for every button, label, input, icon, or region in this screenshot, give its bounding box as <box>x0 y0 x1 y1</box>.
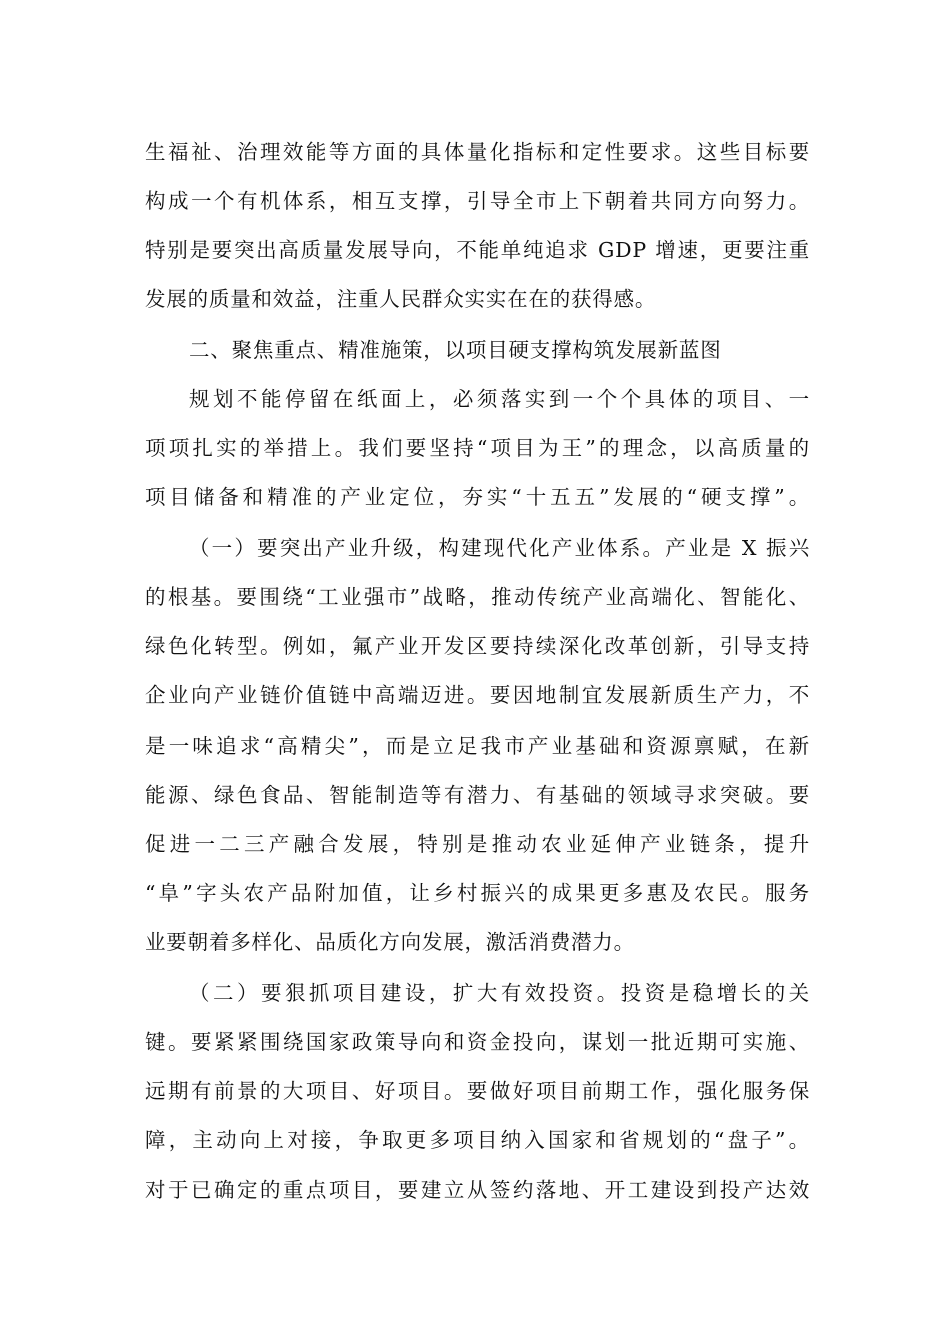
text-line: 生福祉、治理效能等方面的具体量化指标和定性要求。这些目标要 <box>145 140 810 164</box>
text-line: 障，主动向上对接，争取更多项目纳入国家和省规划的“盘子”。 <box>145 1128 810 1152</box>
text-line: 绿色化转型。例如，氟产业开发区要持续深化改革创新，引导支持 <box>145 634 810 658</box>
text-line: 业要朝着多样化、品质化方向发展，激活消费潜力。 <box>145 930 635 954</box>
text-line: 是一味追求“高精尖”，而是立足我市产业基础和资源禀赋，在新 <box>145 734 810 758</box>
text-line: 企业向产业链价值链中高端迈进。要因地制宜发展新质生产力，不 <box>145 683 810 707</box>
text-line: “阜”字头农产品附加值，让乡村振兴的成果更多惠及农民。服务 <box>145 881 810 905</box>
text-line: 的根基。要围绕“工业强市”战略，推动传统产业高端化、智能化、 <box>145 585 810 609</box>
paragraph-first-line: 二、聚焦重点、精准施策，以项目硬支撑构筑发展新蓝图 <box>189 338 722 362</box>
text-line: 构成一个有机体系，相互支撑，引导全市上下朝着共同方向努力。 <box>145 189 810 213</box>
paragraph-first-line: 规划不能停留在纸面上，必须落实到一个个具体的项目、一 <box>189 387 810 411</box>
text-line: 促进一二三产融合发展，特别是推动农业延伸产业链条，提升 <box>145 832 810 856</box>
text-line: 项目储备和精准的产业定位，夯实“十五五”发展的“硬支撑”。 <box>145 485 810 509</box>
text-line: 特别是要突出高质量发展导向，不能单纯追求 GDP 增速，更要注重 <box>145 238 810 262</box>
text-line: 远期有前景的大项目、好项目。要做好项目前期工作，强化服务保 <box>145 1079 810 1103</box>
paragraph-first-line: （一）要突出产业升级，构建现代化产业体系。产业是 X 振兴 <box>189 536 810 560</box>
paragraph-first-line: （二）要狠抓项目建设，扩大有效投资。投资是稳增长的关 <box>189 981 810 1005</box>
text-line: 发展的质量和效益，注重人民群众实实在在的获得感。 <box>145 287 657 311</box>
text-line: 对于已确定的重点项目，要建立从签约落地、开工建设到投产达效 <box>145 1178 810 1202</box>
text-line: 项项扎实的举措上。我们要坚持“项目为王”的理念，以高质量的 <box>145 436 810 460</box>
text-line: 能源、绿色食品、智能制造等有潜力、有基础的领域寻求突破。要 <box>145 783 810 807</box>
text-line: 键。要紧紧围绕国家政策导向和资金投向，谋划一批近期可实施、 <box>145 1030 810 1054</box>
